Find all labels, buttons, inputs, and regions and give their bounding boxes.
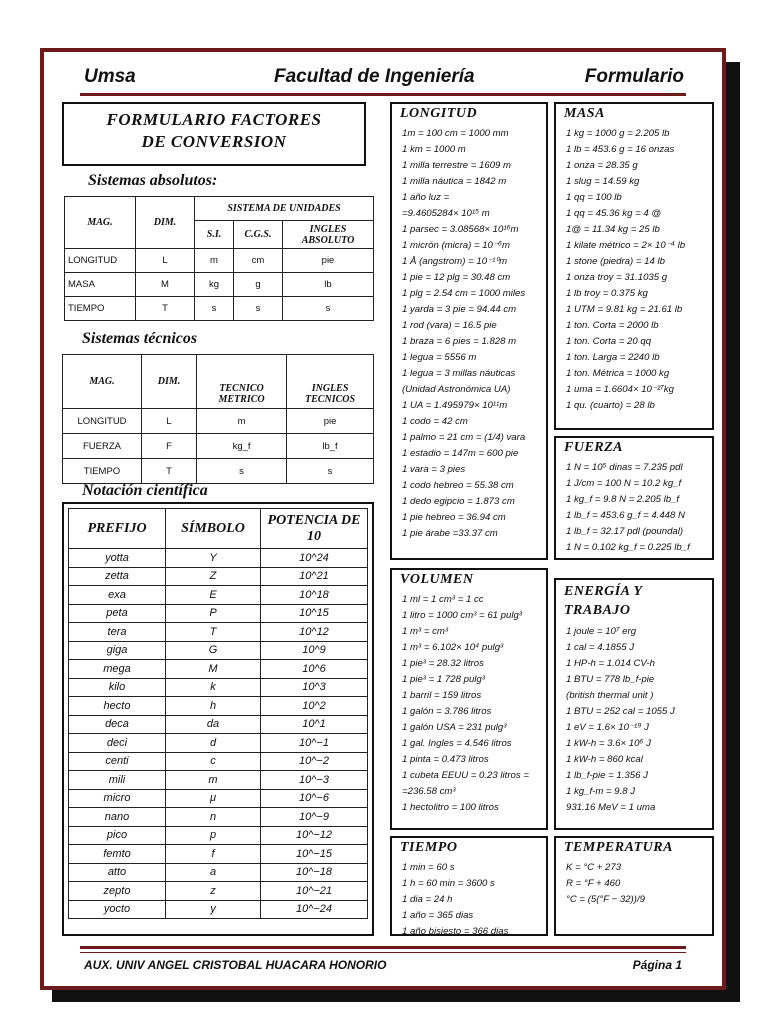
cell: m bbox=[197, 409, 287, 434]
pref-power-cell: 10^3 bbox=[261, 678, 368, 697]
longitud-line: 1 vara = 3 pies bbox=[402, 464, 466, 475]
table-row bbox=[69, 863, 368, 882]
main-title-box bbox=[62, 102, 366, 166]
energia-line: 1 cal = 4.1855 J bbox=[566, 642, 635, 653]
pref-prefix-cell: micro bbox=[69, 789, 166, 808]
pref-prefix-cell: tera bbox=[69, 623, 166, 642]
table-row bbox=[69, 660, 368, 679]
fuerza-line: 1 kg_f = 9.8 N = 2.205 lb_f bbox=[566, 494, 680, 505]
pref-prefix-cell: peta bbox=[69, 604, 166, 623]
longitud-line: 1 año luz = bbox=[402, 192, 450, 203]
pref-symbol-cell: Z bbox=[166, 567, 261, 586]
volumen-line: 1 pinta = 0.473 litros bbox=[402, 754, 489, 765]
formulario-sheet bbox=[40, 48, 726, 990]
masa-title: MASA bbox=[564, 106, 605, 121]
longitud-line: 1 milla náutica = 1842 m bbox=[402, 176, 507, 187]
main-title-line1: FORMULARIO FACTORES bbox=[106, 110, 322, 129]
table-row bbox=[69, 845, 368, 864]
table-row bbox=[69, 734, 368, 753]
volumen-line: 1 m³ = 6.102× 10⁴ pulg³ bbox=[402, 642, 504, 653]
table-row bbox=[69, 678, 368, 697]
longitud-title: LONGITUD bbox=[400, 106, 478, 121]
pref-symbol-cell: da bbox=[166, 715, 261, 734]
pref-symbol-cell: c bbox=[166, 752, 261, 771]
volumen-line: =236.58 cm³ bbox=[402, 786, 456, 797]
pref-power-cell: 10^−12 bbox=[261, 826, 368, 845]
energia-line: 931.16 MeV = 1 uma bbox=[566, 802, 656, 813]
pref-power-cell: 10^−24 bbox=[261, 900, 368, 919]
cell: LONGITUD bbox=[63, 409, 142, 434]
abs-sub-cgs: C.G.S. bbox=[234, 221, 283, 249]
pref-symbol-cell: z bbox=[166, 882, 261, 901]
longitud-box bbox=[390, 102, 548, 560]
pref-symbol-cell: E bbox=[166, 586, 261, 605]
table-row bbox=[63, 459, 374, 484]
longitud-list bbox=[402, 126, 546, 542]
pref-symbol-cell: y bbox=[166, 900, 261, 919]
footer-rule-thin bbox=[80, 952, 686, 953]
masa-line: 1 qu. (cuarto) = 28 lb bbox=[566, 400, 655, 411]
main-title-line2: DE CONVERSION bbox=[141, 132, 287, 151]
table-row bbox=[65, 249, 374, 273]
table-row bbox=[69, 623, 368, 642]
tiempo-line: 1 año = 365 dias bbox=[402, 910, 474, 921]
masa-line: 1 qq = 100 lb bbox=[566, 192, 622, 203]
pref-prefix-cell: zepto bbox=[69, 882, 166, 901]
footer-rule bbox=[80, 946, 686, 949]
longitud-line: 1 dedo egipcio = 1.873 cm bbox=[402, 496, 515, 507]
pref-power-cell: 10^9 bbox=[261, 641, 368, 660]
masa-line: 1 slug = 14.59 kg bbox=[566, 176, 640, 187]
longitud-line: 1 plg = 2.54 cm = 1000 miles bbox=[402, 288, 526, 299]
footer-page: Página 1 bbox=[632, 958, 682, 972]
table-row bbox=[69, 882, 368, 901]
longitud-line: 1 codo = 42 cm bbox=[402, 416, 468, 427]
fuerza-title: FUERZA bbox=[564, 440, 624, 455]
energia-line: 1 kg_f-m = 9.8 J bbox=[566, 786, 636, 797]
masa-line: 1 ton. Corta = 20 qq bbox=[566, 336, 652, 347]
cell: s bbox=[195, 297, 234, 321]
masa-line: 1 lb = 453.6 g = 16 onzas bbox=[566, 144, 675, 155]
cell: pie bbox=[287, 409, 374, 434]
masa-line: 1 ton. Larga = 2240 lb bbox=[566, 352, 660, 363]
fuerza-line: 1 lb_f = 453.6 g_f = 4.448 N bbox=[566, 510, 685, 521]
longitud-line: 1 pie árabe =33.37 cm bbox=[402, 528, 498, 539]
pref-head-potencia: POTENCIA DE 10 bbox=[261, 509, 368, 549]
masa-line: 1 qq = 45.36 kg = 4 @ bbox=[566, 208, 662, 219]
pref-symbol-cell: m bbox=[166, 771, 261, 790]
temperatura-box bbox=[554, 836, 714, 936]
tiempo-line: 1 dia = 24 h bbox=[402, 894, 453, 905]
table-row bbox=[69, 752, 368, 771]
abs-sub-ing: INGLES ABSOLUTO bbox=[283, 221, 374, 249]
volumen-line: 1 ml = 1 cm³ = 1 cc bbox=[402, 594, 484, 605]
table-row bbox=[69, 789, 368, 808]
volumen-line: 1 barril = 159 litros bbox=[402, 690, 482, 701]
fuerza-line: 1 J/cm = 100 N = 10.2 kg_f bbox=[566, 478, 682, 489]
pref-symbol-cell: p bbox=[166, 826, 261, 845]
pref-symbol-cell: Y bbox=[166, 549, 261, 568]
header-left: Umsa bbox=[84, 66, 136, 87]
pref-prefix-cell: hecto bbox=[69, 697, 166, 716]
table-row bbox=[69, 697, 368, 716]
masa-line: 1 kg = 1000 g = 2.205 lb bbox=[566, 128, 670, 139]
masa-line: 1 ton. Corta = 2000 lb bbox=[566, 320, 659, 331]
pref-symbol-cell: T bbox=[166, 623, 261, 642]
pref-symbol-cell: f bbox=[166, 845, 261, 864]
cell: lb_f bbox=[287, 434, 374, 459]
volumen-box bbox=[390, 568, 548, 830]
fuerza-line: 1 lb_f = 32.17 pdl (poundal) bbox=[566, 526, 684, 537]
cell: kg_f bbox=[197, 434, 287, 459]
energia-box bbox=[554, 578, 714, 830]
pref-head-prefijo: PREFIJO bbox=[69, 509, 166, 549]
volumen-line: 1 litro = 1000 cm³ = 61 pulg³ bbox=[402, 610, 522, 621]
abs-head-mag: MAG. bbox=[65, 197, 136, 249]
cell: T bbox=[136, 297, 195, 321]
fuerza-line: 1 N = 0.102 kg_f = 0.225 lb_f bbox=[566, 542, 690, 553]
longitud-line: 1 rod (vara) = 16.5 pie bbox=[402, 320, 497, 331]
cell: s bbox=[197, 459, 287, 484]
energia-line: 1 BTU = 778 lb_f-pie bbox=[566, 674, 655, 685]
longitud-line: 1 codo hebreo = 55.38 cm bbox=[402, 480, 514, 491]
masa-line: 1@ = 11.34 kg = 25 lb bbox=[566, 224, 660, 235]
table-row bbox=[69, 808, 368, 827]
masa-list bbox=[566, 126, 712, 414]
pref-prefix-cell: kilo bbox=[69, 678, 166, 697]
tiempo-box bbox=[390, 836, 548, 936]
pref-symbol-cell: M bbox=[166, 660, 261, 679]
cell: lb bbox=[283, 273, 374, 297]
pref-prefix-cell: giga bbox=[69, 641, 166, 660]
energia-line: (british thermal unit ) bbox=[566, 690, 654, 701]
tiempo-title: TIEMPO bbox=[400, 840, 458, 855]
notacion-box bbox=[62, 502, 374, 936]
header-right: Formulario bbox=[584, 66, 684, 87]
pref-prefix-cell: mega bbox=[69, 660, 166, 679]
notacion-title: Notación científica bbox=[82, 482, 208, 499]
pref-power-cell: 10^−3 bbox=[261, 771, 368, 790]
temperatura-title: TEMPERATURA bbox=[564, 840, 673, 855]
pref-prefix-cell: nano bbox=[69, 808, 166, 827]
table-row bbox=[69, 826, 368, 845]
tecnicos-table bbox=[62, 354, 374, 484]
absolutos-title: Sistemas absolutos: bbox=[88, 172, 218, 189]
table-row bbox=[69, 549, 368, 568]
pref-prefix-cell: atto bbox=[69, 863, 166, 882]
tec-head-dim: DIM. bbox=[142, 355, 197, 409]
energia-line: 1 HP-h = 1.014 CV-h bbox=[566, 658, 655, 669]
pref-prefix-cell: zetta bbox=[69, 567, 166, 586]
cell: LONGITUD bbox=[65, 249, 136, 273]
volumen-line: 1 pie³ = 28.32 litros bbox=[402, 658, 484, 669]
cell: L bbox=[142, 409, 197, 434]
energia-line: 1 joule = 10⁷ erg bbox=[566, 626, 637, 637]
cell: s bbox=[234, 297, 283, 321]
table-row bbox=[69, 641, 368, 660]
tec-head-mag: MAG. bbox=[63, 355, 142, 409]
pref-symbol-cell: P bbox=[166, 604, 261, 623]
pref-prefix-cell: pico bbox=[69, 826, 166, 845]
notacion-table bbox=[68, 508, 368, 919]
volumen-line: 1 pie³ = 1 728 pulg³ bbox=[402, 674, 485, 685]
energia-list bbox=[566, 624, 712, 816]
pref-prefix-cell: femto bbox=[69, 845, 166, 864]
cell: TIEMPO bbox=[63, 459, 142, 484]
volumen-line: 1 gal. Ingles = 4.546 litros bbox=[402, 738, 512, 749]
masa-line: 1 onza troy = 31.1035 g bbox=[566, 272, 668, 283]
longitud-line: 1 legua = 3 millas náuticas bbox=[402, 368, 516, 379]
table-row bbox=[69, 586, 368, 605]
volumen-line: 1 galón USA = 231 pulg³ bbox=[402, 722, 507, 733]
pref-prefix-cell: centi bbox=[69, 752, 166, 771]
cell: s bbox=[287, 459, 374, 484]
fuerza-box bbox=[554, 436, 714, 560]
table-row bbox=[69, 900, 368, 919]
pref-power-cell: 10^−1 bbox=[261, 734, 368, 753]
longitud-line: 1 micrón (micra) = 10⁻⁶m bbox=[402, 240, 510, 251]
longitud-line: 1 milla terrestre = 1609 m bbox=[402, 160, 512, 171]
volumen-line: 1 galón = 3.786 litros bbox=[402, 706, 492, 717]
longitud-line: 1 UA = 1.495979× 10¹¹m bbox=[402, 400, 508, 411]
pref-power-cell: 10^1 bbox=[261, 715, 368, 734]
volumen-line: 1 cubeta EEUU = 0.23 litros = bbox=[402, 770, 529, 781]
abs-head-dim: DIM. bbox=[136, 197, 195, 249]
masa-line: 1 ton. Métrica = 1000 kg bbox=[566, 368, 670, 379]
pref-power-cell: 10^24 bbox=[261, 549, 368, 568]
pref-symbol-cell: G bbox=[166, 641, 261, 660]
pref-symbol-cell: h bbox=[166, 697, 261, 716]
longitud-line: 1 Å (angstrom) = 10⁻¹⁰m bbox=[402, 256, 508, 267]
pref-prefix-cell: mili bbox=[69, 771, 166, 790]
cell: F bbox=[142, 434, 197, 459]
pref-head-simbolo: SÍMBOLO bbox=[166, 509, 261, 549]
temperatura-list bbox=[566, 860, 712, 908]
cell: L bbox=[136, 249, 195, 273]
energia-line: 1 BTU = 252 cal = 1055 J bbox=[566, 706, 675, 717]
tiempo-line: 1 h = 60 min = 3600 s bbox=[402, 878, 495, 889]
pref-prefix-cell: deci bbox=[69, 734, 166, 753]
cell: cm bbox=[234, 249, 283, 273]
cell: TIEMPO bbox=[65, 297, 136, 321]
cell: FUERZA bbox=[63, 434, 142, 459]
energia-line: 1 eV = 1.6× 10⁻¹⁹ J bbox=[566, 722, 649, 733]
temperatura-line: R = °F + 460 bbox=[566, 878, 621, 889]
cell: m bbox=[195, 249, 234, 273]
pref-symbol-cell: μ bbox=[166, 789, 261, 808]
pref-prefix-cell: yocto bbox=[69, 900, 166, 919]
table-row bbox=[65, 297, 374, 321]
pref-power-cell: 10^−9 bbox=[261, 808, 368, 827]
masa-line: 1 kilate métrico = 2× 10⁻⁴ lb bbox=[566, 240, 686, 251]
pref-symbol-cell: a bbox=[166, 863, 261, 882]
pref-power-cell: 10^15 bbox=[261, 604, 368, 623]
masa-line: 1 onza = 28.35 g bbox=[566, 160, 638, 171]
pref-power-cell: 10^18 bbox=[261, 586, 368, 605]
abs-head-system: SISTEMA DE UNIDADES bbox=[195, 197, 374, 221]
longitud-line: 1 braza = 6 pies = 1.828 m bbox=[402, 336, 517, 347]
pref-prefix-cell: deca bbox=[69, 715, 166, 734]
pref-symbol-cell: n bbox=[166, 808, 261, 827]
header-center: Facultad de Ingeniería bbox=[274, 66, 475, 87]
table-row bbox=[69, 604, 368, 623]
masa-line: 1 uma = 1.6604× 10⁻²⁷kg bbox=[566, 384, 674, 395]
longitud-line: 1 palmo = 21 cm = (1/4) vara bbox=[402, 432, 526, 443]
tec-sub-tm: TECNICO METRICO bbox=[197, 381, 287, 409]
table-row bbox=[69, 771, 368, 790]
temperatura-line: °C = (5(°F − 32))/9 bbox=[566, 894, 645, 905]
header-rule bbox=[80, 93, 686, 96]
pref-power-cell: 10^−15 bbox=[261, 845, 368, 864]
pref-power-cell: 10^−2 bbox=[261, 752, 368, 771]
pref-power-cell: 10^2 bbox=[261, 697, 368, 716]
longitud-line: 1 pie = 12 plg = 30.48 cm bbox=[402, 272, 511, 283]
longitud-line: 1 legua = 5556 m bbox=[402, 352, 477, 363]
masa-line: 1 UTM = 9.81 kg = 21.61 lb bbox=[566, 304, 683, 315]
tiempo-line: 1 año bisiesto = 366 dias bbox=[402, 926, 509, 937]
pref-power-cell: 10^−6 bbox=[261, 789, 368, 808]
longitud-line: 1m = 100 cm = 1000 mm bbox=[402, 128, 509, 139]
tiempo-line: 1 min = 60 s bbox=[402, 862, 455, 873]
tecnicos-title: Sistemas técnicos bbox=[82, 330, 198, 347]
pref-prefix-cell: yotta bbox=[69, 549, 166, 568]
longitud-line: 1 km = 1000 m bbox=[402, 144, 466, 155]
volumen-line: 1 hectolitro = 100 litros bbox=[402, 802, 499, 813]
pref-symbol-cell: k bbox=[166, 678, 261, 697]
tiempo-list bbox=[402, 860, 546, 940]
fuerza-list bbox=[566, 460, 712, 556]
volumen-list bbox=[402, 592, 546, 816]
tec-sub-it: INGLES TECNICOS bbox=[287, 381, 374, 409]
masa-box bbox=[554, 102, 714, 430]
table-row bbox=[69, 567, 368, 586]
table-row bbox=[63, 409, 374, 434]
pref-power-cell: 10^12 bbox=[261, 623, 368, 642]
cell: s bbox=[283, 297, 374, 321]
pref-power-cell: 10^−18 bbox=[261, 863, 368, 882]
energia-line: 1 lb_f-pie = 1.356 J bbox=[566, 770, 648, 781]
temperatura-line: K = °C + 273 bbox=[566, 862, 622, 873]
table-row bbox=[63, 434, 374, 459]
footer-author: AUX. UNIV ANGEL CRISTOBAL HUACARA HONORIO bbox=[84, 958, 387, 972]
energia-line: 1 kW-h = 3.6× 10⁶ J bbox=[566, 738, 651, 749]
longitud-line: 1 parsec = 3.08568× 10¹⁶m bbox=[402, 224, 519, 235]
longitud-line: 1 pie hebreo = 36.94 cm bbox=[402, 512, 506, 523]
pref-prefix-cell: exa bbox=[69, 586, 166, 605]
masa-line: 1 stone (piedra) = 14 lb bbox=[566, 256, 665, 267]
energia-line: 1 kW-h = 860 kcal bbox=[566, 754, 643, 765]
cell: pie bbox=[283, 249, 374, 273]
volumen-line: 1 m³ = cm³ bbox=[402, 626, 449, 637]
cell: MASA bbox=[65, 273, 136, 297]
longitud-line: (Unidad Astronómica UA) bbox=[402, 384, 511, 395]
cell: M bbox=[136, 273, 195, 297]
pref-power-cell: 10^−21 bbox=[261, 882, 368, 901]
volumen-title: VOLUMEN bbox=[400, 572, 474, 587]
cell: g bbox=[234, 273, 283, 297]
pref-power-cell: 10^6 bbox=[261, 660, 368, 679]
longitud-line: 1 estadio = 147m = 600 pie bbox=[402, 448, 519, 459]
table-row bbox=[65, 273, 374, 297]
absolutos-table bbox=[64, 196, 374, 321]
pref-power-cell: 10^21 bbox=[261, 567, 368, 586]
table-row bbox=[69, 715, 368, 734]
pref-symbol-cell: d bbox=[166, 734, 261, 753]
energia-title: ENERGÍA Y TRABAJO bbox=[564, 584, 643, 618]
cell: T bbox=[142, 459, 197, 484]
longitud-line: =9.4605284× 10¹⁵ m bbox=[402, 208, 490, 219]
abs-sub-si: S.I. bbox=[195, 221, 234, 249]
cell: kg bbox=[195, 273, 234, 297]
masa-line: 1 lb troy = 0.375 kg bbox=[566, 288, 648, 299]
fuerza-line: 1 N = 10⁵ dinas = 7.235 pdl bbox=[566, 462, 683, 473]
longitud-line: 1 yarda = 3 pie = 94.44 cm bbox=[402, 304, 517, 315]
